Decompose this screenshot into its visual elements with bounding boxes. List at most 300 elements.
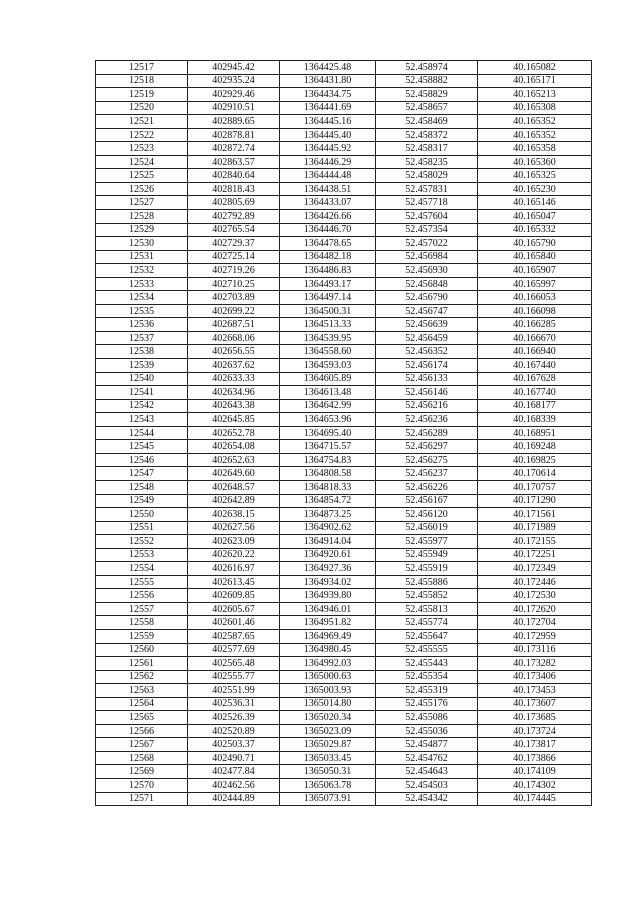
latitude-cell: 52.456019 — [376, 521, 478, 535]
point-id-cell: 12548 — [96, 480, 188, 494]
northing-cell: 1364444.48 — [280, 169, 376, 183]
latitude-cell: 52.455555 — [376, 643, 478, 657]
easting-cell: 402536.31 — [188, 697, 280, 711]
table-row — [96, 467, 592, 481]
easting-cell: 402565.48 — [188, 657, 280, 671]
point-id-cell: 12556 — [96, 589, 188, 603]
longitude-cell: 40.172155 — [478, 535, 592, 549]
longitude-cell: 40.169248 — [478, 440, 592, 454]
table-row — [96, 562, 592, 576]
table-row — [96, 521, 592, 535]
table-row — [96, 101, 592, 115]
latitude-cell: 52.457604 — [376, 210, 478, 224]
longitude-cell: 40.166940 — [478, 345, 592, 359]
table-row — [96, 277, 592, 291]
longitude-cell: 40.165325 — [478, 169, 592, 183]
latitude-cell: 52.456167 — [376, 494, 478, 508]
northing-cell: 1364486.83 — [280, 264, 376, 278]
table-row — [96, 345, 592, 359]
table-row — [96, 616, 592, 630]
table-row — [96, 74, 592, 88]
longitude-cell: 40.172349 — [478, 562, 592, 576]
table-row — [96, 169, 592, 183]
longitude-cell: 40.165997 — [478, 277, 592, 291]
latitude-cell: 52.456459 — [376, 331, 478, 345]
easting-cell: 402945.42 — [188, 61, 280, 75]
easting-cell: 402627.56 — [188, 521, 280, 535]
latitude-cell: 52.456848 — [376, 277, 478, 291]
table-row — [96, 386, 592, 400]
table-row — [96, 61, 592, 75]
point-id-cell: 12534 — [96, 291, 188, 305]
easting-cell: 402935.24 — [188, 74, 280, 88]
latitude-cell: 52.456352 — [376, 345, 478, 359]
northing-cell: 1365063.78 — [280, 778, 376, 792]
longitude-cell: 40.165840 — [478, 250, 592, 264]
table-row — [96, 643, 592, 657]
latitude-cell: 52.455176 — [376, 697, 478, 711]
easting-cell: 402699.22 — [188, 304, 280, 318]
latitude-cell: 52.458029 — [376, 169, 478, 183]
longitude-cell: 40.165352 — [478, 115, 592, 129]
northing-cell: 1364715.57 — [280, 440, 376, 454]
longitude-cell: 40.171561 — [478, 508, 592, 522]
longitude-cell: 40.172704 — [478, 616, 592, 630]
northing-cell: 1364605.89 — [280, 372, 376, 386]
northing-cell: 1364642.99 — [280, 399, 376, 413]
latitude-cell: 52.456930 — [376, 264, 478, 278]
easting-cell: 402577.69 — [188, 643, 280, 657]
easting-cell: 402634.96 — [188, 386, 280, 400]
longitude-cell: 40.172446 — [478, 575, 592, 589]
table-row — [96, 575, 592, 589]
longitude-cell: 40.168951 — [478, 426, 592, 440]
easting-cell: 402668.06 — [188, 331, 280, 345]
northing-cell: 1364441.69 — [280, 101, 376, 115]
point-id-cell: 12526 — [96, 182, 188, 196]
easting-cell: 402609.85 — [188, 589, 280, 603]
table-row — [96, 372, 592, 386]
easting-cell: 402520.89 — [188, 724, 280, 738]
table-row — [96, 453, 592, 467]
latitude-cell: 52.455647 — [376, 629, 478, 643]
longitude-cell: 40.168339 — [478, 413, 592, 427]
latitude-cell: 52.455919 — [376, 562, 478, 576]
longitude-cell: 40.172959 — [478, 629, 592, 643]
northing-cell: 1364425.48 — [280, 61, 376, 75]
longitude-cell: 40.165360 — [478, 155, 592, 169]
latitude-cell: 52.458317 — [376, 142, 478, 156]
easting-cell: 402729.37 — [188, 237, 280, 251]
table-row — [96, 657, 592, 671]
easting-cell: 402805.69 — [188, 196, 280, 210]
point-id-cell: 12525 — [96, 169, 188, 183]
easting-cell: 402765.54 — [188, 223, 280, 237]
latitude-cell: 52.454643 — [376, 765, 478, 779]
point-id-cell: 12568 — [96, 751, 188, 765]
point-id-cell: 12561 — [96, 657, 188, 671]
point-id-cell: 12519 — [96, 88, 188, 102]
table-row — [96, 684, 592, 698]
easting-cell: 402910.51 — [188, 101, 280, 115]
easting-cell: 402551.99 — [188, 684, 280, 698]
table-row — [96, 88, 592, 102]
easting-cell: 402645.85 — [188, 413, 280, 427]
longitude-cell: 40.170757 — [478, 480, 592, 494]
easting-cell: 402840.64 — [188, 169, 280, 183]
northing-cell: 1364969.49 — [280, 629, 376, 643]
latitude-cell: 52.456639 — [376, 318, 478, 332]
table-row — [96, 331, 592, 345]
easting-cell: 402818.43 — [188, 182, 280, 196]
table-row — [96, 264, 592, 278]
point-id-cell: 12523 — [96, 142, 188, 156]
latitude-cell: 52.456174 — [376, 359, 478, 373]
point-id-cell: 12551 — [96, 521, 188, 535]
longitude-cell: 40.167740 — [478, 386, 592, 400]
easting-cell: 402605.67 — [188, 602, 280, 616]
point-id-cell: 12557 — [96, 602, 188, 616]
latitude-cell: 52.458974 — [376, 61, 478, 75]
longitude-cell: 40.174302 — [478, 778, 592, 792]
point-id-cell: 12549 — [96, 494, 188, 508]
northing-cell: 1364980.45 — [280, 643, 376, 657]
northing-cell: 1364818.33 — [280, 480, 376, 494]
northing-cell: 1364920.61 — [280, 548, 376, 562]
latitude-cell: 52.455443 — [376, 657, 478, 671]
point-id-cell: 12550 — [96, 508, 188, 522]
longitude-cell: 40.165082 — [478, 61, 592, 75]
point-id-cell: 12565 — [96, 711, 188, 725]
longitude-cell: 40.169825 — [478, 453, 592, 467]
point-id-cell: 12563 — [96, 684, 188, 698]
northing-cell: 1365014.80 — [280, 697, 376, 711]
coordinate-table — [95, 60, 592, 806]
point-id-cell: 12527 — [96, 196, 188, 210]
easting-cell: 402703.89 — [188, 291, 280, 305]
table-row — [96, 196, 592, 210]
latitude-cell: 52.454342 — [376, 792, 478, 806]
northing-cell: 1365033.45 — [280, 751, 376, 765]
point-id-cell: 12539 — [96, 359, 188, 373]
point-id-cell: 12569 — [96, 765, 188, 779]
latitude-cell: 52.455319 — [376, 684, 478, 698]
longitude-cell: 40.165047 — [478, 210, 592, 224]
table-row — [96, 778, 592, 792]
northing-cell: 1364939.80 — [280, 589, 376, 603]
table-row — [96, 304, 592, 318]
latitude-cell: 52.455977 — [376, 535, 478, 549]
easting-cell: 402601.46 — [188, 616, 280, 630]
point-id-cell: 12535 — [96, 304, 188, 318]
point-id-cell: 12536 — [96, 318, 188, 332]
easting-cell: 402587.65 — [188, 629, 280, 643]
northing-cell: 1364873.25 — [280, 508, 376, 522]
latitude-cell: 52.456226 — [376, 480, 478, 494]
longitude-cell: 40.165790 — [478, 237, 592, 251]
northing-cell: 1364445.92 — [280, 142, 376, 156]
easting-cell: 402792.89 — [188, 210, 280, 224]
latitude-cell: 52.458882 — [376, 74, 478, 88]
point-id-cell: 12521 — [96, 115, 188, 129]
longitude-cell: 40.173116 — [478, 643, 592, 657]
northing-cell: 1364478.65 — [280, 237, 376, 251]
easting-cell: 402872.74 — [188, 142, 280, 156]
table-row — [96, 413, 592, 427]
northing-cell: 1364854.72 — [280, 494, 376, 508]
northing-cell: 1364433.07 — [280, 196, 376, 210]
point-id-cell: 12552 — [96, 535, 188, 549]
latitude-cell: 52.456236 — [376, 413, 478, 427]
table-row — [96, 508, 592, 522]
table-row — [96, 480, 592, 494]
northing-cell: 1364500.31 — [280, 304, 376, 318]
coordinate-table-body — [96, 61, 592, 806]
easting-cell: 402490.71 — [188, 751, 280, 765]
table-row — [96, 440, 592, 454]
easting-cell: 402637.62 — [188, 359, 280, 373]
latitude-cell: 52.456216 — [376, 399, 478, 413]
longitude-cell: 40.166670 — [478, 331, 592, 345]
easting-cell: 402638.15 — [188, 508, 280, 522]
easting-cell: 402623.09 — [188, 535, 280, 549]
point-id-cell: 12562 — [96, 670, 188, 684]
easting-cell: 402477.84 — [188, 765, 280, 779]
latitude-cell: 52.456984 — [376, 250, 478, 264]
longitude-cell: 40.173817 — [478, 738, 592, 752]
latitude-cell: 52.454503 — [376, 778, 478, 792]
latitude-cell: 52.457022 — [376, 237, 478, 251]
easting-cell: 402616.97 — [188, 562, 280, 576]
longitude-cell: 40.165308 — [478, 101, 592, 115]
northing-cell: 1364513.33 — [280, 318, 376, 332]
northing-cell: 1365000.63 — [280, 670, 376, 684]
point-id-cell: 12564 — [96, 697, 188, 711]
table-row — [96, 548, 592, 562]
latitude-cell: 52.455086 — [376, 711, 478, 725]
longitude-cell: 40.171290 — [478, 494, 592, 508]
point-id-cell: 12544 — [96, 426, 188, 440]
northing-cell: 1364446.29 — [280, 155, 376, 169]
longitude-cell: 40.165352 — [478, 128, 592, 142]
easting-cell: 402725.14 — [188, 250, 280, 264]
point-id-cell: 12553 — [96, 548, 188, 562]
point-id-cell: 12522 — [96, 128, 188, 142]
table-row — [96, 291, 592, 305]
longitude-cell: 40.165332 — [478, 223, 592, 237]
northing-cell: 1364808.58 — [280, 467, 376, 481]
table-row — [96, 115, 592, 129]
table-row — [96, 318, 592, 332]
northing-cell: 1365023.09 — [280, 724, 376, 738]
longitude-cell: 40.166285 — [478, 318, 592, 332]
northing-cell: 1364426.66 — [280, 210, 376, 224]
easting-cell: 402526.39 — [188, 711, 280, 725]
northing-cell: 1364593.03 — [280, 359, 376, 373]
northing-cell: 1364446.70 — [280, 223, 376, 237]
northing-cell: 1365029.87 — [280, 738, 376, 752]
latitude-cell: 52.456747 — [376, 304, 478, 318]
point-id-cell: 12559 — [96, 629, 188, 643]
table-row — [96, 535, 592, 549]
point-id-cell: 12529 — [96, 223, 188, 237]
easting-cell: 402613.45 — [188, 575, 280, 589]
latitude-cell: 52.458469 — [376, 115, 478, 129]
northing-cell: 1364445.16 — [280, 115, 376, 129]
point-id-cell: 12532 — [96, 264, 188, 278]
northing-cell: 1364951.82 — [280, 616, 376, 630]
easting-cell: 402555.77 — [188, 670, 280, 684]
northing-cell: 1365020.34 — [280, 711, 376, 725]
easting-cell: 402654.08 — [188, 440, 280, 454]
latitude-cell: 52.456133 — [376, 372, 478, 386]
latitude-cell: 52.458657 — [376, 101, 478, 115]
longitude-cell: 40.170614 — [478, 467, 592, 481]
northing-cell: 1364445.40 — [280, 128, 376, 142]
point-id-cell: 12567 — [96, 738, 188, 752]
latitude-cell: 52.455813 — [376, 602, 478, 616]
longitude-cell: 40.172620 — [478, 602, 592, 616]
easting-cell: 402929.46 — [188, 88, 280, 102]
latitude-cell: 52.454877 — [376, 738, 478, 752]
table-row — [96, 711, 592, 725]
easting-cell: 402462.56 — [188, 778, 280, 792]
table-row — [96, 589, 592, 603]
longitude-cell: 40.165213 — [478, 88, 592, 102]
latitude-cell: 52.455852 — [376, 589, 478, 603]
longitude-cell: 40.173685 — [478, 711, 592, 725]
table-row — [96, 697, 592, 711]
northing-cell: 1364653.96 — [280, 413, 376, 427]
northing-cell: 1364934.02 — [280, 575, 376, 589]
longitude-cell: 40.167628 — [478, 372, 592, 386]
point-id-cell: 12518 — [96, 74, 188, 88]
latitude-cell: 52.454762 — [376, 751, 478, 765]
point-id-cell: 12541 — [96, 386, 188, 400]
table-row — [96, 399, 592, 413]
table-row — [96, 765, 592, 779]
northing-cell: 1364914.04 — [280, 535, 376, 549]
northing-cell: 1364431.80 — [280, 74, 376, 88]
easting-cell: 402687.51 — [188, 318, 280, 332]
table-row — [96, 250, 592, 264]
point-id-cell: 12538 — [96, 345, 188, 359]
longitude-cell: 40.173866 — [478, 751, 592, 765]
point-id-cell: 12546 — [96, 453, 188, 467]
longitude-cell: 40.171989 — [478, 521, 592, 535]
table-row — [96, 751, 592, 765]
table-row — [96, 629, 592, 643]
longitude-cell: 40.173607 — [478, 697, 592, 711]
easting-cell: 402633.33 — [188, 372, 280, 386]
point-id-cell: 12537 — [96, 331, 188, 345]
easting-cell: 402863.57 — [188, 155, 280, 169]
latitude-cell: 52.455886 — [376, 575, 478, 589]
northing-cell: 1365073.91 — [280, 792, 376, 806]
latitude-cell: 52.458829 — [376, 88, 478, 102]
longitude-cell: 40.165230 — [478, 182, 592, 196]
table-row — [96, 602, 592, 616]
longitude-cell: 40.174109 — [478, 765, 592, 779]
latitude-cell: 52.456289 — [376, 426, 478, 440]
northing-cell: 1364558.60 — [280, 345, 376, 359]
longitude-cell: 40.172251 — [478, 548, 592, 562]
latitude-cell: 52.457354 — [376, 223, 478, 237]
point-id-cell: 12558 — [96, 616, 188, 630]
longitude-cell: 40.165907 — [478, 264, 592, 278]
table-row — [96, 494, 592, 508]
longitude-cell: 40.167440 — [478, 359, 592, 373]
table-row — [96, 738, 592, 752]
easting-cell: 402710.25 — [188, 277, 280, 291]
northing-cell: 1365050.31 — [280, 765, 376, 779]
point-id-cell: 12545 — [96, 440, 188, 454]
easting-cell: 402444.89 — [188, 792, 280, 806]
northing-cell: 1364695.40 — [280, 426, 376, 440]
northing-cell: 1364902.62 — [280, 521, 376, 535]
latitude-cell: 52.456297 — [376, 440, 478, 454]
point-id-cell: 12540 — [96, 372, 188, 386]
latitude-cell: 52.456120 — [376, 508, 478, 522]
point-id-cell: 12528 — [96, 210, 188, 224]
easting-cell: 402649.60 — [188, 467, 280, 481]
northing-cell: 1364438.51 — [280, 182, 376, 196]
latitude-cell: 52.455949 — [376, 548, 478, 562]
easting-cell: 402620.22 — [188, 548, 280, 562]
table-row — [96, 724, 592, 738]
northing-cell: 1364992.03 — [280, 657, 376, 671]
point-id-cell: 12543 — [96, 413, 188, 427]
table-row — [96, 210, 592, 224]
point-id-cell: 12555 — [96, 575, 188, 589]
latitude-cell: 52.457718 — [376, 196, 478, 210]
longitude-cell: 40.173724 — [478, 724, 592, 738]
point-id-cell: 12524 — [96, 155, 188, 169]
point-id-cell: 12566 — [96, 724, 188, 738]
easting-cell: 402889.65 — [188, 115, 280, 129]
table-row — [96, 142, 592, 156]
point-id-cell: 12570 — [96, 778, 188, 792]
latitude-cell: 52.456237 — [376, 467, 478, 481]
point-id-cell: 12517 — [96, 61, 188, 75]
point-id-cell: 12571 — [96, 792, 188, 806]
easting-cell: 402642.89 — [188, 494, 280, 508]
table-row — [96, 359, 592, 373]
northing-cell: 1364434.75 — [280, 88, 376, 102]
table-row — [96, 128, 592, 142]
northing-cell: 1364927.36 — [280, 562, 376, 576]
table-row — [96, 237, 592, 251]
easting-cell: 402503.37 — [188, 738, 280, 752]
table-row — [96, 155, 592, 169]
easting-cell: 402719.26 — [188, 264, 280, 278]
point-id-cell: 12560 — [96, 643, 188, 657]
easting-cell: 402643.38 — [188, 399, 280, 413]
longitude-cell: 40.165171 — [478, 74, 592, 88]
table-row — [96, 182, 592, 196]
latitude-cell: 52.456790 — [376, 291, 478, 305]
table-row — [96, 670, 592, 684]
longitude-cell: 40.166098 — [478, 304, 592, 318]
point-id-cell: 12520 — [96, 101, 188, 115]
point-id-cell: 12530 — [96, 237, 188, 251]
northing-cell: 1364613.48 — [280, 386, 376, 400]
easting-cell: 402656.55 — [188, 345, 280, 359]
longitude-cell: 40.173453 — [478, 684, 592, 698]
longitude-cell: 40.165358 — [478, 142, 592, 156]
northing-cell: 1365003.93 — [280, 684, 376, 698]
easting-cell: 402648.57 — [188, 480, 280, 494]
